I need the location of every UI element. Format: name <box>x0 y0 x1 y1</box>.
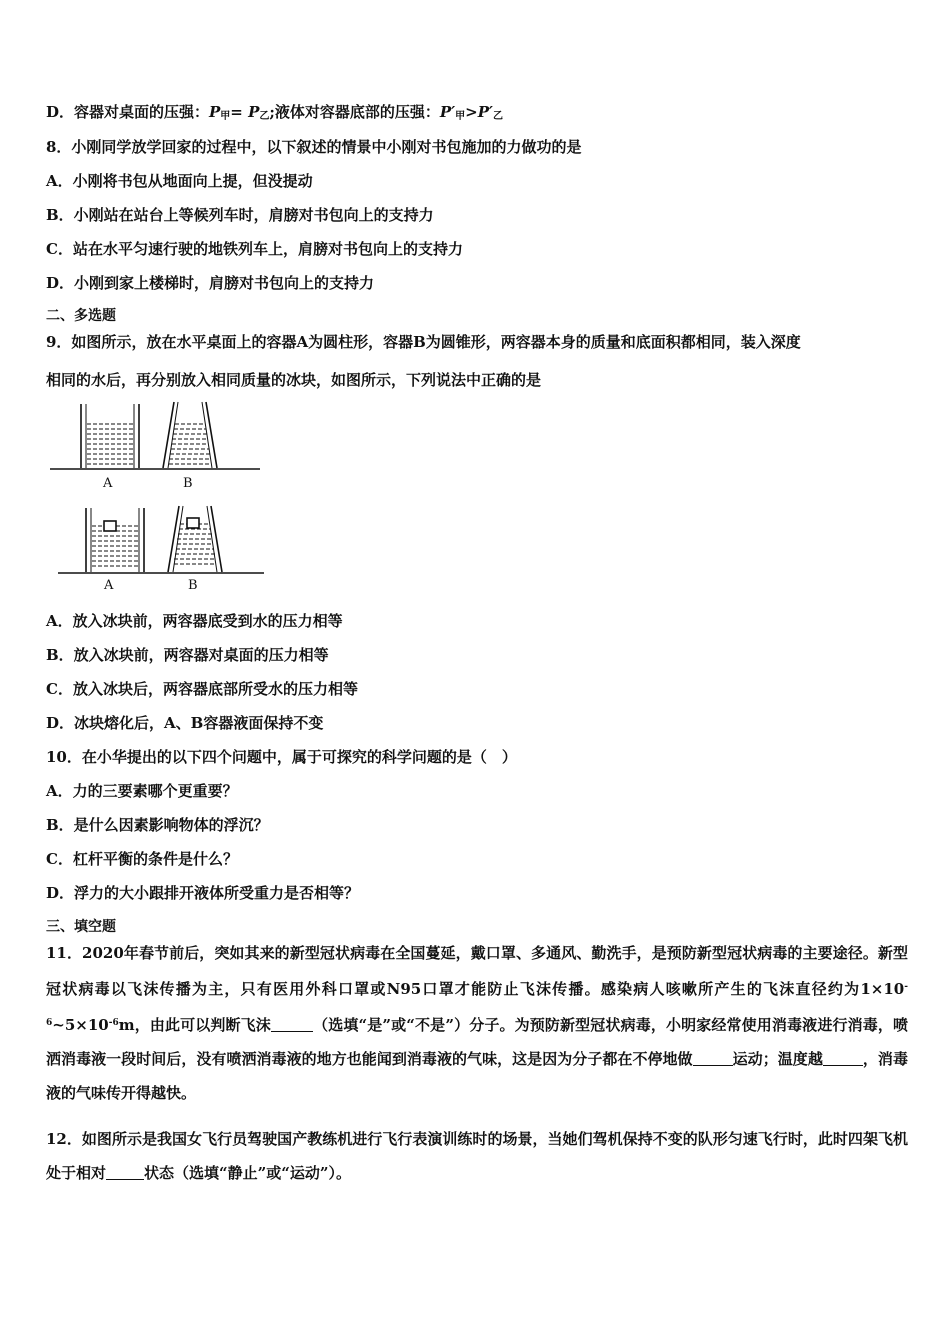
q10-option-d: D．浮力的大小跟排开液体所受重力是否相等？ <box>46 884 360 902</box>
q9-stem-line2: 相同的水后，再分别放入相同质量的冰块，如图所示，下列说法中正确的是 <box>46 371 542 389</box>
q11-blank-1[interactable] <box>271 1017 313 1032</box>
label-b-bottom: B <box>188 578 198 593</box>
q9-option-b: B．放入冰块前，两容器对桌面的压力相等 <box>46 646 329 664</box>
water-b-after <box>174 524 216 564</box>
q8-option-a: A．小刚将书包从地面向上提，但没提动 <box>46 172 313 190</box>
q9-option-d: D．冰块熔化后，A、B容器液面保持不变 <box>46 714 324 732</box>
water-a-before <box>87 424 133 464</box>
ice-cube-a <box>104 521 116 531</box>
section-title-multiple-choice: 二、多选题 <box>46 308 116 324</box>
q12-blank[interactable] <box>106 1165 144 1180</box>
q9-option-c: C．放入冰块后，两容器底部所受水的压力相等 <box>46 680 358 698</box>
section-title-fill-blank: 三、填空题 <box>46 919 116 935</box>
q10-option-a: A．力的三要素哪个更重要？ <box>46 782 238 800</box>
q11-paragraph: 11．2020年春节前后，突如其来的新型冠状病毒在全国蔓延，戴口罩、多通风、勤洗手，是预防新型冠状病毒的主要途径。新型冠状病毒以飞沫传播为主，只有医用外科口罩或N95口罩才能防止飞沫传播。感染病人咳嗽所产生的飞沫直径约为$1\times 10^{-6}\sim 5\times 10^{-6}m$，由此可以判断飞沫 （选填“是”或“不是”）分子。为预防新型冠状病毒，小明家经常使用消毒液进行消毒，喷洒消毒液一段时间后，没有喷洒消毒液的地方也能闻到消毒液的气味，这是因为分子都在不停地做 运动；温度越 ，消毒液的气味传开得越快。 <box>46 944 908 1102</box>
container-b-before <box>163 402 217 468</box>
water-b-before <box>169 424 211 464</box>
water-a-after <box>92 526 138 566</box>
q7-option-d: D．容器对桌面的压强：$P_甲= P_乙$;液体对容器底部的压强：$P'_甲>P'_乙$ <box>46 103 503 122</box>
q8-stem: 8．小刚同学放学回家的过程中，以下叙述的情景中小刚对书包施加的力做功的是 <box>46 138 582 156</box>
label-a-bottom: A <box>104 578 114 593</box>
q11-blank-3[interactable] <box>823 1051 863 1066</box>
containers-diagram <box>46 396 276 596</box>
q9-stem-line1: 9．如图所示，放在水平桌面上的容器A为圆柱形，容器B为圆锥形，两容器本身的质量和底面积都相同，装入深度 <box>46 333 801 351</box>
container-a-after <box>86 508 144 572</box>
q11-blank-2[interactable] <box>693 1051 733 1066</box>
q8-option-c: C．站在水平匀速行驶的地铁列车上，肩膀对书包向上的支持力 <box>46 240 463 258</box>
q10-stem: 10．在小华提出的以下四个问题中，属于可探究的科学问题的是（ ） <box>46 748 517 766</box>
q8-option-b: B．小刚站在站台上等候列车时，肩膀对书包向上的支持力 <box>46 206 434 224</box>
ice-cube-b <box>187 518 199 528</box>
q10-option-b: B．是什么因素影响物体的浮沉？ <box>46 816 269 834</box>
container-a-before <box>81 404 139 468</box>
q8-option-d: D．小刚到家上楼梯时，肩膀对书包向上的支持力 <box>46 274 375 292</box>
q12-paragraph: 12．如图所示是我国女飞行员驾驶国产教练机进行飞行表演训练时的场景，当她们驾机保持不变的队形匀速飞行时，此时四架飞机处于相对 状态（选填“静止”或“运动”）。 <box>46 1130 908 1182</box>
q10-option-c: C．杠杆平衡的条件是什么？ <box>46 850 238 868</box>
q9-option-a: A．放入冰块前，两容器底受到水的压力相等 <box>46 612 343 630</box>
label-a-top: A <box>103 476 113 491</box>
label-b-top: B <box>183 476 193 491</box>
q9-figure-containers <box>46 396 276 600</box>
